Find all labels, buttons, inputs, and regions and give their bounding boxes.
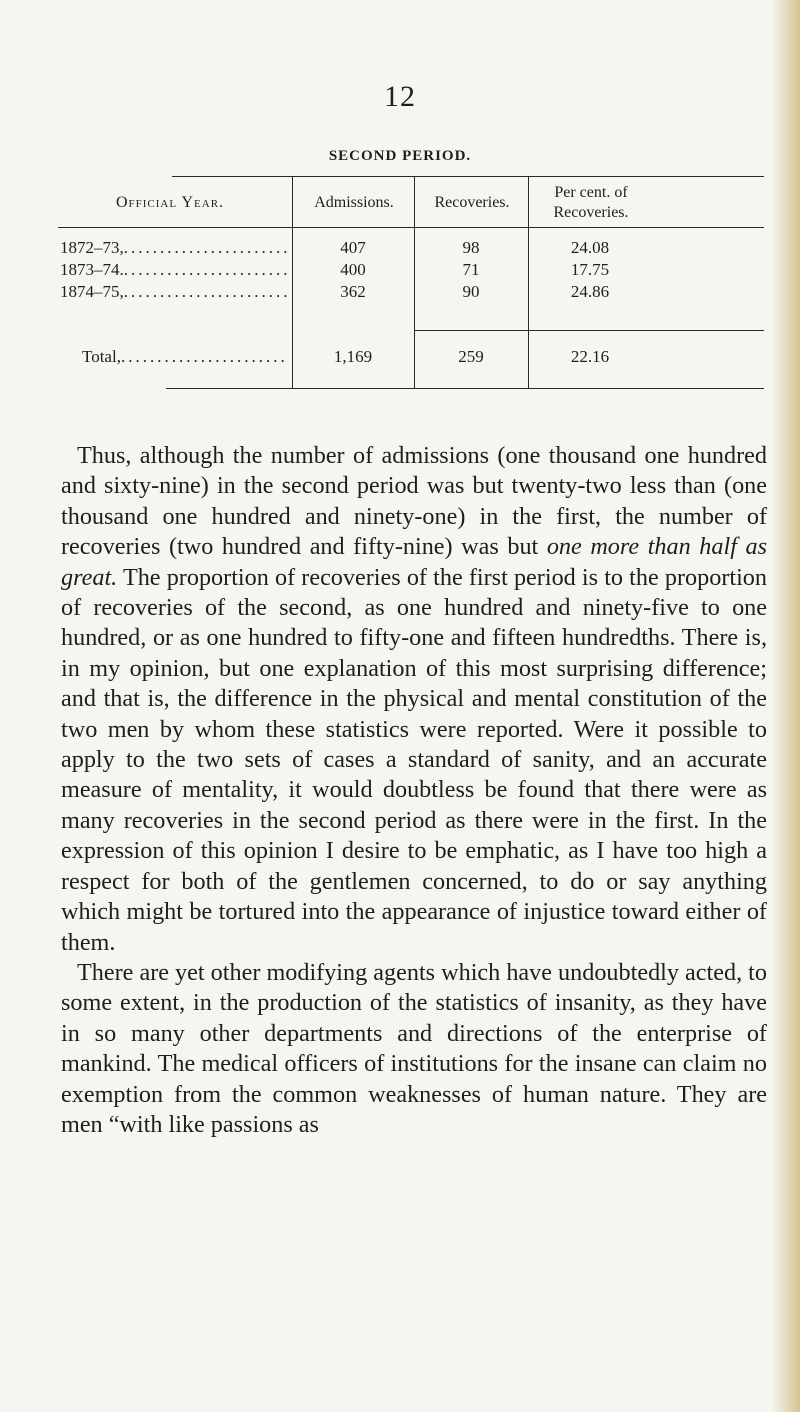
table-row-recoveries: 90 (462, 282, 480, 301)
header-recoveries: Recoveries. (434, 194, 510, 211)
table-row-recoveries: 71 (462, 260, 480, 279)
header-admissions: Admissions. (314, 194, 394, 211)
section-title: SECOND PERIOD. (328, 148, 472, 164)
table-total-recoveries: 259 (458, 347, 484, 366)
emphasis-text: one more than half as great. (61, 533, 767, 591)
page-number: 12 (384, 80, 416, 113)
table-total-label: Total, ..... (82, 348, 288, 365)
table-row-year: 1873–74. ..... (60, 261, 288, 278)
table-row-admissions: 407 (340, 238, 366, 257)
table-total-rule (414, 330, 764, 331)
paragraph: Thus, although the number of admissions (one thousand one hundred and sixty-nine) in the second period was but twenty-two less than (one thousand one hundred and ninety-one) in the first, the number of recoveries (two hundred and fifty-nine) was but one more than half as great. The proportion of recoveries of the first period is to the proportion of recoveries of the second, as one hundred and ninety-five to one hundred, or as one hundred to fifty-one and fifteen hundredths. There is, in my opinion, but one explanation of this most surprising difference; and that is, the difference in the physical and mental constitution of the two men by whom these statistics were reported. Were it possible to apply to the two sets of cases a standard of sanity, and an accurate measure of mentality, it would doubtless be found that there were as many recoveries in the second period as there were in the first. In the expression of this opinion I desire to be emphatic, as I have too high a respect for both of the gentlemen concerned, to do or say anything which might be tortured into the appearance of injustice toward either of them. (61, 442, 767, 956)
page-edge-shadow (772, 0, 800, 1412)
table-row-percent: 17.75 (570, 260, 610, 279)
table-total-percent: 22.16 (570, 347, 610, 366)
table-header-rule (58, 227, 764, 228)
table-row-recoveries: 98 (462, 238, 480, 257)
header-percent-recoveries: Per cent. of Recoveries. (553, 184, 629, 221)
table-row-admissions: 400 (340, 260, 366, 279)
table-row-percent: 24.86 (570, 282, 610, 301)
table-row-percent: 24.08 (570, 238, 610, 257)
table-top-rule (172, 176, 764, 177)
statistics-table (58, 172, 764, 422)
table-bottom-rule (166, 388, 764, 389)
paragraph: There are yet other modifying agents which have undoubtedly acted, to some extent, in the production of the statistics of insanity, as they have in so many other departments and directions of the enterprise of mankind. The medical officers of institutions for the insane can claim no exemption from the common weaknesses of human nature. They are men “with like passions as (61, 958, 767, 1138)
table-total-admissions: 1,169 (333, 347, 373, 366)
body-text (61, 441, 767, 1140)
table-row-year: 1872–73, ..... (60, 239, 288, 256)
header-official-year: Official Year. (115, 194, 225, 211)
table-row-year: 1874–75, ..... (60, 283, 288, 300)
table-row-admissions: 362 (340, 282, 366, 301)
